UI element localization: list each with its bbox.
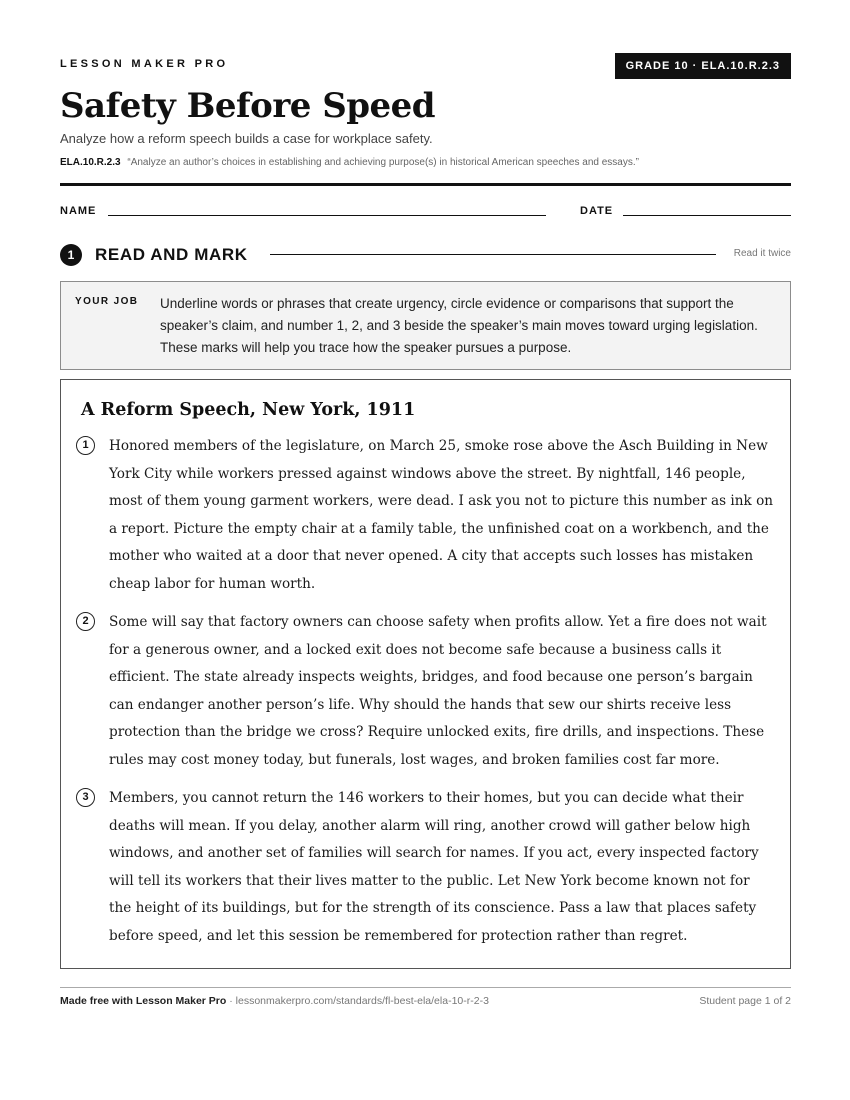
name-field[interactable] bbox=[108, 215, 546, 216]
footer-made-with: Made free with Lesson Maker Pro bbox=[60, 995, 227, 1007]
footer-divider bbox=[60, 987, 791, 988]
grade-badge: GRADE 10 · ELA.10.R.2.3 bbox=[615, 53, 791, 79]
speech-paragraph-1: Honored members of the legislature, on March 25, smoke rose above the Asch Building in New York City while workers pressed against windows above the street. By nightfall, 146 people, most of them young garment workers, were dead. I ask you not to picture this number as ink on a report. Picture the empty chair at a family table, the unfinished coat on a workbench, and the mother who waited at a door that never opened. A city that accepts such losses has mistaken cheap labor for human worth. bbox=[109, 438, 774, 592]
speech-paragraph-3: Members, you cannot return the 146 workers to their homes, but you can decide what their deaths will mean. If you delay, another alarm will ring, another crowd will gather below high windows, and another set of families will search for names. If you act, every inspected factory will tell its workers that their lives matter to the public. Let New York become known not for the height of its buildings, but for the strength of its conscience. Pass a law that places safety before speed, and let this session be remembered for protection rather than regret. bbox=[109, 790, 759, 944]
section-divider bbox=[270, 254, 716, 255]
worksheet-page bbox=[60, 0, 791, 1100]
footer-page-number: Student page 1 of 2 bbox=[699, 995, 791, 1007]
header-divider bbox=[60, 183, 791, 186]
speech-passage bbox=[60, 379, 791, 969]
footer-credit bbox=[60, 995, 489, 1007]
page-subtitle: Analyze how a reform speech builds a case for workplace safety. bbox=[60, 131, 433, 146]
speech-paragraph-2: Some will say that factory owners can choose safety when profits allow. Yet a fire does not wait for a generous owner, and a locked exit does not become safe because a business calls it efficient. The state already inspects weights, bridges, and food because one person’s bargain can endanger another person’s life. Why should the hands that sew our shirts receive less protection than the bridge we cross? Require unlocked exits, fire drills, and inspections. These rules may cost money today, but funerals, lost wages, and broken families cost far more. bbox=[109, 614, 767, 768]
instructions-box bbox=[60, 281, 791, 370]
standard-text: “Analyze an author’s choices in establishing and achieving purpose(s) in historical American speeches and essays.” bbox=[127, 157, 639, 168]
section-number-badge: 1 bbox=[60, 244, 82, 266]
standard-code: ELA.10.R.2.3 bbox=[60, 157, 121, 168]
brand-name: LESSON MAKER PRO bbox=[60, 58, 229, 70]
paragraph-number-3: 3 bbox=[76, 788, 95, 807]
name-label: NAME bbox=[60, 205, 97, 217]
footer-url: · lessonmakerpro.com/standards/fl-best-ela/ela-10-r-2-3 bbox=[226, 995, 489, 1007]
instructions-text: Underline words or phrases that create urgency, circle evidence or comparisons that support the speaker’s claim, and number 1, 2, and 3 beside the speaker’s main moves toward urging legislation. These marks will help you trace how the speaker pursues a purpose. bbox=[160, 296, 758, 355]
section-hint: Read it twice bbox=[733, 248, 791, 259]
instructions-label: YOUR JOB bbox=[75, 296, 139, 307]
standard-line bbox=[60, 157, 639, 168]
paragraph-number-2: 2 bbox=[76, 612, 95, 631]
paragraph-number-1: 1 bbox=[76, 436, 95, 455]
section-title: READ AND MARK bbox=[95, 245, 248, 264]
date-field[interactable] bbox=[623, 215, 791, 216]
date-label: DATE bbox=[580, 205, 614, 217]
speech-title: A Reform Speech, New York, 1911 bbox=[81, 400, 416, 420]
page-title: Safety Before Speed bbox=[60, 86, 436, 126]
